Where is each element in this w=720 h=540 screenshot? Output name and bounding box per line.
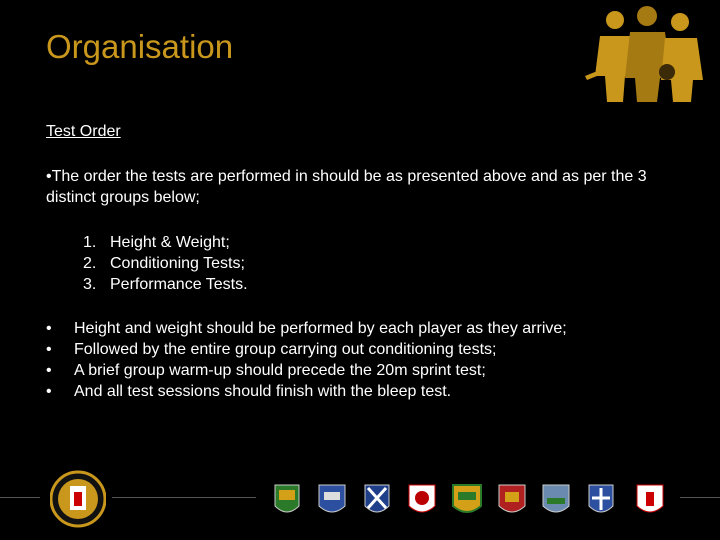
county-crest-icon — [408, 484, 436, 518]
intro-paragraph: •The order the tests are performed in should be as presented above and as per the 3 distinct groups below; — [46, 168, 647, 206]
list-item: • Height and weight should be performed by each player as they arrive; — [46, 320, 567, 337]
county-crest-icon — [364, 484, 390, 518]
list-item: • A brief group warm-up should precede the 20m sprint test; — [46, 362, 486, 379]
county-crest-icon — [636, 484, 664, 518]
list-item: • And all test sessions should finish with the bleep test. — [46, 383, 452, 400]
section-subtitle: Test Order — [46, 123, 121, 140]
footer-divider — [0, 497, 40, 498]
county-crest-icon — [274, 484, 300, 518]
list-item: 1. Height & Weight; — [83, 234, 230, 251]
players-silhouette-icon — [585, 6, 710, 102]
ulster-crest-icon — [50, 466, 106, 532]
numbered-list — [83, 232, 248, 295]
county-crest-icon — [498, 484, 526, 518]
page-title: Organisation — [46, 28, 234, 65]
footer-divider — [680, 497, 720, 498]
county-crest-icon — [452, 484, 482, 518]
county-crest-icon — [318, 484, 346, 518]
list-item: 3. Performance Tests. — [83, 276, 248, 293]
footer-divider — [112, 497, 256, 498]
list-item: • Followed by the entire group carrying out conditioning tests; — [46, 341, 497, 358]
list-item: 2. Conditioning Tests; — [83, 255, 245, 272]
county-crest-icon — [542, 484, 570, 518]
county-crest-icon — [586, 484, 616, 518]
bullet-list — [46, 318, 567, 402]
